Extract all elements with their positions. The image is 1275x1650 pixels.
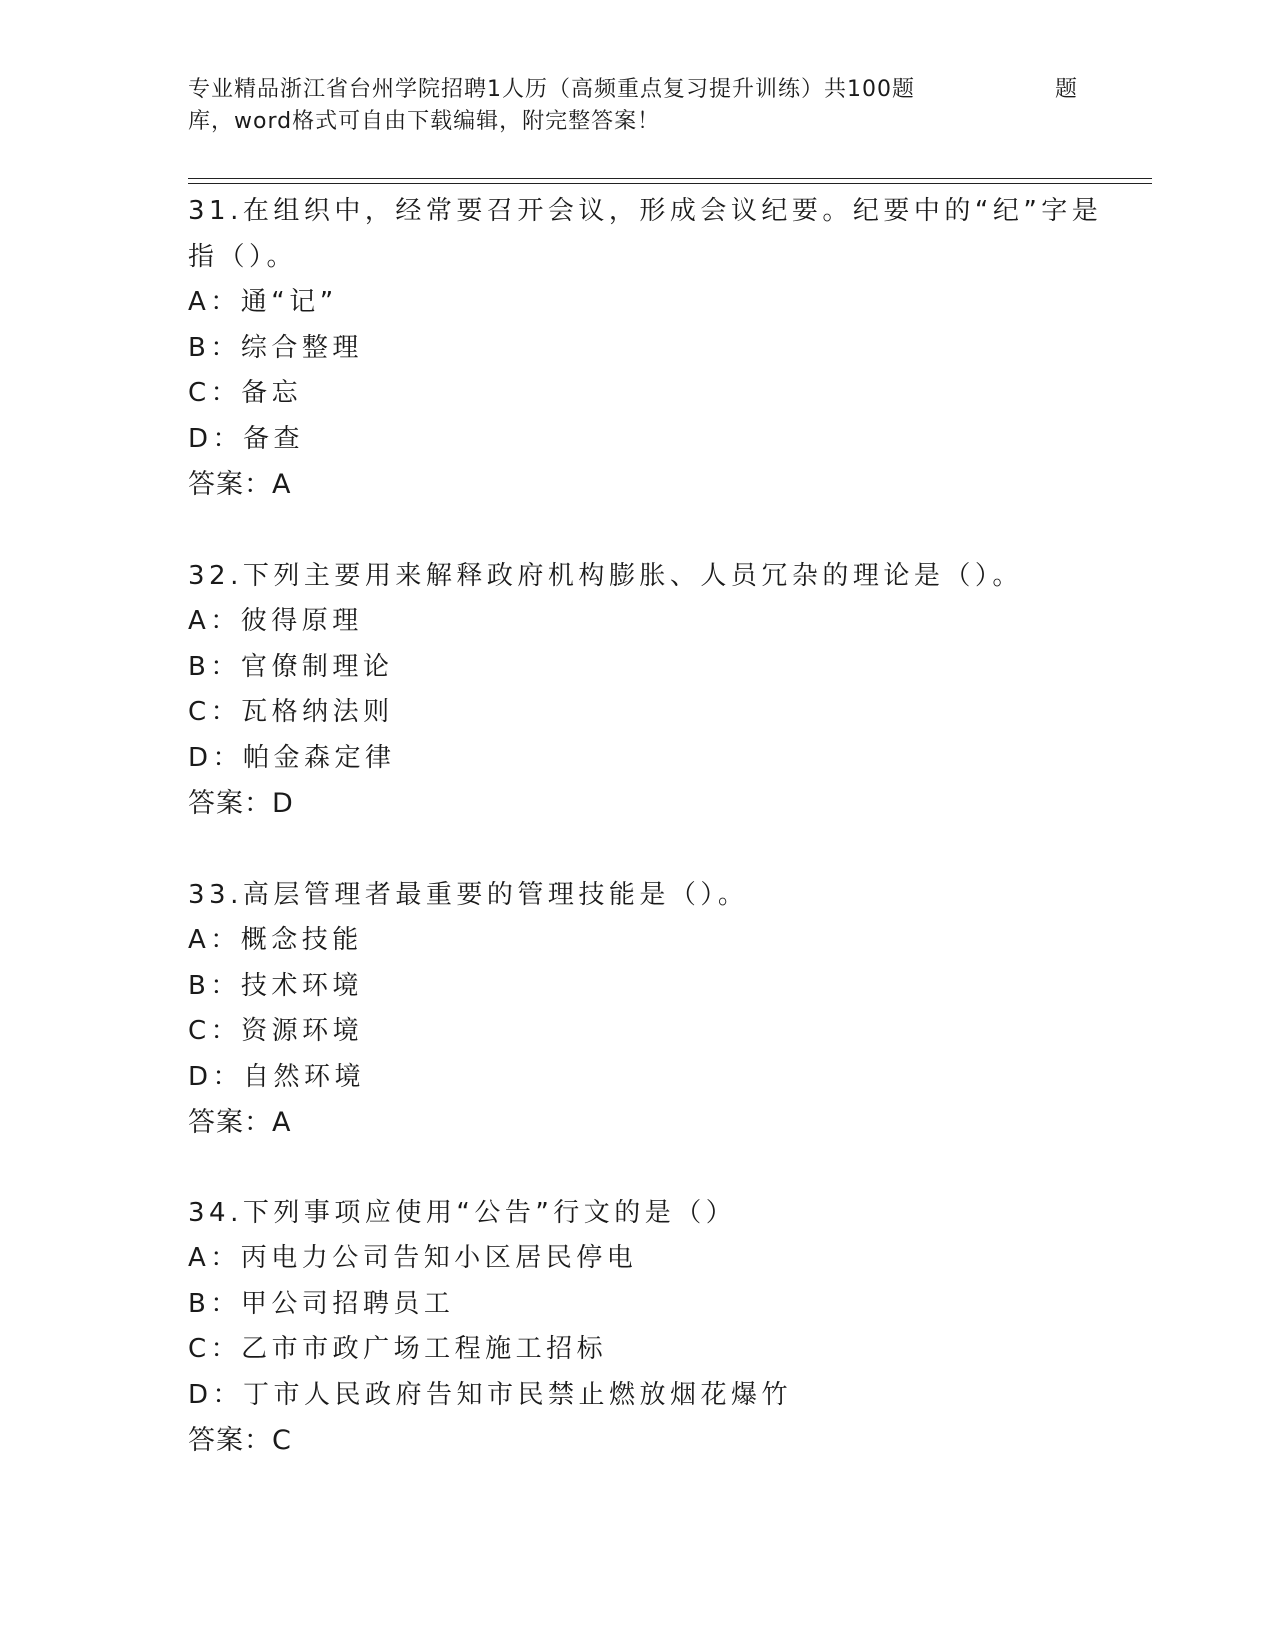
option-c: C：备忘 bbox=[188, 378, 303, 408]
question-stem: 33.高层管理者最重要的管理技能是（）。 bbox=[188, 880, 749, 910]
header-divider-top bbox=[188, 178, 1152, 179]
option-b: B：官僚制理论 bbox=[188, 651, 394, 682]
question-stem: 31.在组织中，经常要召开会议，形成会议纪要。纪要中的“纪”字是指（）。 bbox=[188, 196, 1103, 272]
answer-label: 答案：C bbox=[188, 1425, 292, 1456]
header-title-line-2: 库，word格式可自由下载编辑，附完整答案！ bbox=[188, 109, 661, 134]
option-a: A：彼得原理 bbox=[188, 606, 363, 636]
header-title-line-1: 专业精品浙江省台州学院招聘1人历（高频重点复习提升训练）共100题 bbox=[188, 77, 915, 102]
option-d: D：自然环境 bbox=[188, 1061, 366, 1092]
option-c: C：乙市市政广场工程施工招标 bbox=[188, 1334, 608, 1364]
option-a: A：概念技能 bbox=[188, 925, 363, 955]
option-d: D：帕金森定律 bbox=[188, 742, 396, 773]
question-34 bbox=[188, 1190, 1118, 1464]
document-header bbox=[188, 74, 1088, 138]
option-a: A：通“记” bbox=[188, 287, 338, 317]
question-32 bbox=[188, 553, 1118, 827]
option-c: C：瓦格纳法则 bbox=[188, 697, 394, 727]
option-c: C：资源环境 bbox=[188, 1016, 364, 1046]
option-b: B：甲公司招聘员工 bbox=[188, 1288, 455, 1319]
option-b: B：综合整理 bbox=[188, 332, 363, 363]
question-33 bbox=[188, 872, 1118, 1146]
option-d: D：备查 bbox=[188, 423, 305, 454]
question-stem: 32.下列主要用来解释政府机构膨胀、人员冗杂的理论是（）。 bbox=[188, 561, 1023, 591]
header-title-tail: 题 bbox=[1055, 77, 1078, 102]
answer-label: 答案：A bbox=[188, 1107, 292, 1138]
answer-label: 答案：D bbox=[188, 788, 294, 819]
option-d: D：丁市人民政府告知市民禁止燃放烟花爆竹 bbox=[188, 1379, 793, 1410]
header-divider-bottom bbox=[188, 183, 1152, 184]
question-stem: 34.下列事项应使用“公告”行文的是（） bbox=[188, 1198, 737, 1228]
option-b: B：技术环境 bbox=[188, 970, 363, 1001]
question-31 bbox=[188, 188, 1118, 508]
answer-label: 答案：A bbox=[188, 469, 292, 500]
option-a: A：丙电力公司告知小区居民停电 bbox=[188, 1243, 638, 1273]
